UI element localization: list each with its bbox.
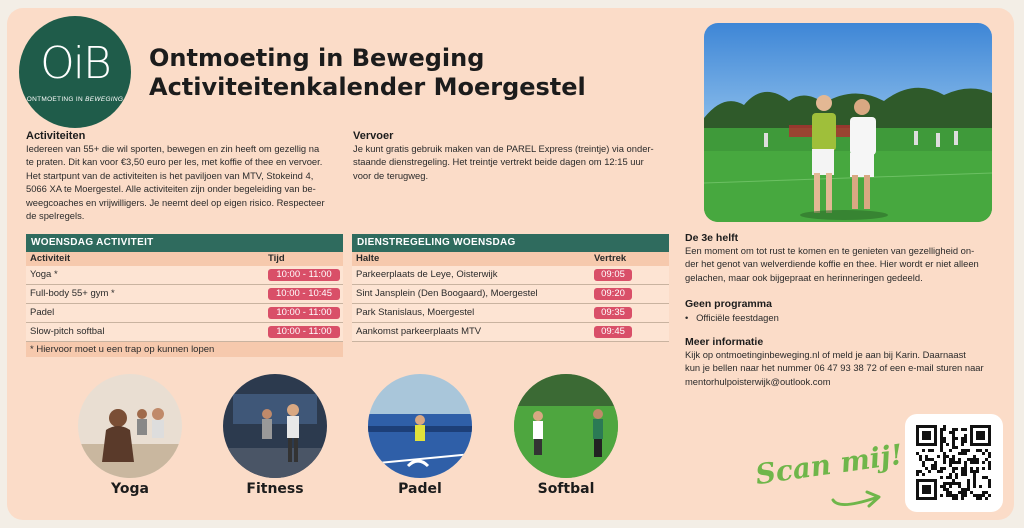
padel-photo (368, 374, 472, 478)
activiteiten-heading: Activiteiten (26, 130, 86, 142)
soccer-players-photo (704, 23, 992, 222)
geen-programma-heading: Geen programma (685, 298, 772, 310)
vervoer-heading: Vervoer (353, 130, 394, 142)
table-row: Parkeerplaats de Leye, Oisterwijk 09:05 (352, 266, 669, 285)
fitness-label: Fitness (246, 481, 304, 497)
table-row: Sint Jansplein (Den Boogaard), Moergestel 09:20 (352, 285, 669, 304)
table-row: Park Stanislaus, Moergestel 09:35 (352, 304, 669, 323)
logo-mark: OiB (40, 38, 110, 89)
vervoer-text: Je kunt gratis gebruik maken van de PAREL Express (treintje) via onder- staande dienstregeling. Het treintje vertrekt beide dagen om 12:15 uur voor de terugweg. (353, 143, 654, 181)
yoga-photo (78, 374, 182, 478)
yoga-label: Yoga (111, 481, 149, 497)
col-tijd: Tijd (268, 253, 285, 264)
schedule-table-header (352, 252, 669, 266)
table-row: Full-body 55+ gym * 10:00 - 10:45 (26, 285, 343, 304)
schedule-table (352, 234, 669, 342)
time-badge: 09:05 (594, 269, 632, 281)
col-halte: Halte (356, 253, 380, 264)
softbal-label: Softbal (537, 481, 595, 497)
geen-programma-item: • Officiële feestdagen (685, 312, 779, 323)
oib-logo (19, 16, 131, 128)
table-footnote: * Hiervoor moet u een trap op kunnen lopen (26, 342, 343, 357)
arrow-icon (829, 478, 889, 512)
softbal-photo (514, 374, 618, 478)
time-badge: 10:00 - 11:00 (268, 307, 340, 319)
activity-table-header (26, 252, 343, 266)
col-activiteit: Activiteit (30, 253, 71, 264)
qr-code[interactable] (905, 414, 1003, 512)
logo-text: ONTMOETING IN BEWEGING (26, 96, 124, 103)
time-badge: 10:00 - 11:00 (268, 269, 340, 281)
table-row: Padel 10:00 - 11:00 (26, 304, 343, 323)
time-badge: 10:00 - 10:45 (268, 288, 340, 300)
time-badge: 09:35 (594, 307, 632, 319)
activity-table (26, 234, 343, 357)
time-badge: 09:20 (594, 288, 632, 300)
time-badge: 10:00 - 11:00 (268, 326, 340, 338)
schedule-table-title: DIENSTREGELING WOENSDAG (352, 234, 669, 252)
activiteiten-text: Iedereen van 55+ die wil sporten, bewegen en zin heeft om gezellig na te praten. Dit kan voor €3,50 euro per les, met koffie of thee en vervoer. Het startpunt van de activiteiten is het paviljoen van MTV, Stokeind 4, 5066 XA te Moergestel. Alle activiteiten zijn onder begeleiding van be- weegcoaches en vrijwilligers. Je neemt deel op eigen risico. Respecteer de spelregels. (26, 143, 325, 222)
derde-helft-text: Een moment om tot rust te komen en te genieten van gezelligheid on- der het genot van welverdiende koffie en thee. Hier wordt er niet alleen gelachen, maar ook bijgepraat en herinneringen gedeeld. (685, 245, 979, 283)
activity-table-title: WOENSDAG ACTIVITEIT (26, 234, 343, 252)
derde-helft-heading: De 3e helft (685, 232, 739, 244)
table-row: Aankomst parkeerplaats MTV 09:45 (352, 323, 669, 342)
bullet-icon: • (685, 312, 697, 323)
fitness-photo (223, 374, 327, 478)
table-row: Slow-pitch softbal 10:00 - 11:00 (26, 323, 343, 342)
table-row: Yoga * 10:00 - 11:00 (26, 266, 343, 285)
title-line-1: Ontmoeting in Beweging (149, 44, 485, 72)
title-line-2: Activiteitenkalender Moergestel (149, 73, 586, 101)
col-vertrek: Vertrek (594, 253, 627, 264)
page-title (149, 44, 586, 102)
poster (7, 8, 1014, 520)
meer-info-heading: Meer informatie (685, 336, 764, 348)
meer-info-text: Kijk op ontmoetinginbeweging.nl of meld je aan bij Karin. Daarnaast kun je bellen naar het nummer 06 47 93 38 72 of een e-mail sturen naar mentorhulpoisterwijk@outlook.com (685, 349, 984, 387)
time-badge: 09:45 (594, 326, 632, 338)
padel-label: Padel (398, 481, 442, 497)
scan-mij-text: Scan mij! (753, 437, 905, 492)
